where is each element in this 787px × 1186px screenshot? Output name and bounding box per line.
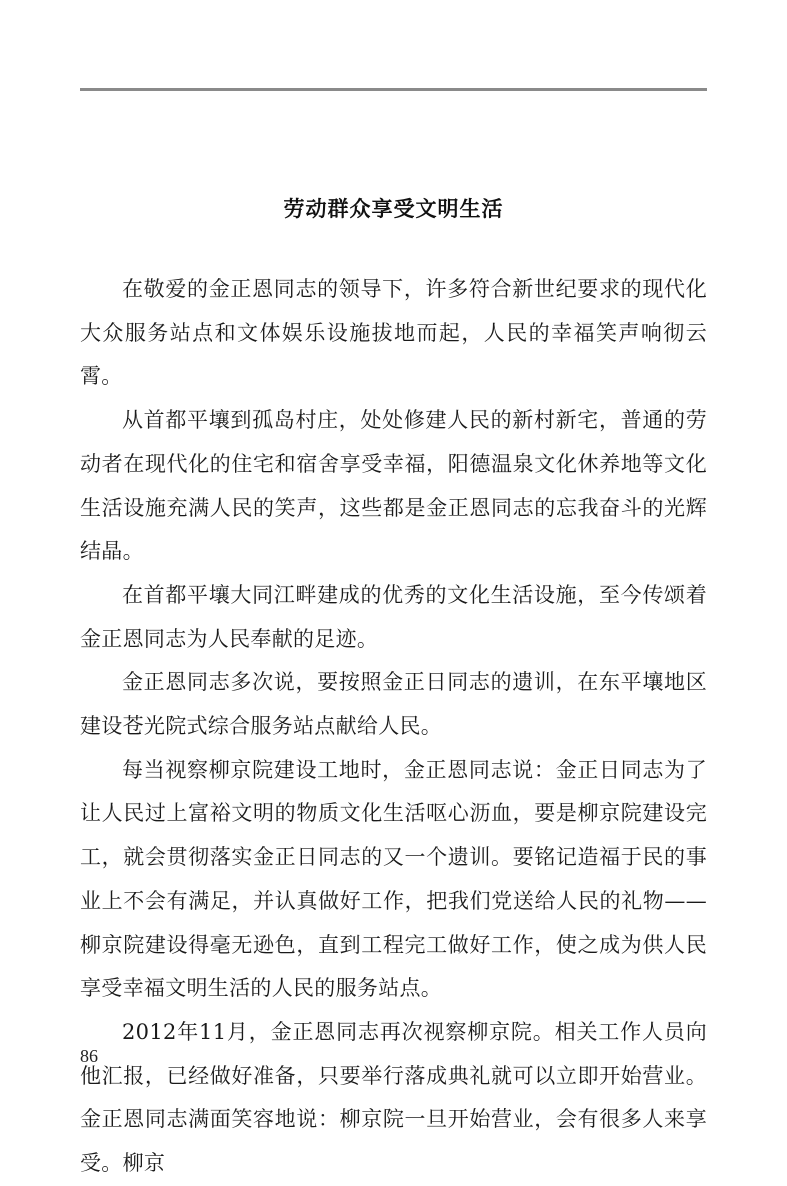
paragraph: 每当视察柳京院建设工地时，金正恩同志说：金正日同志为了让人民过上富裕文明的物质文化生活呕心沥血，要是柳京院建设完工，就会贯彻落实金正日同志的又一个遗训。要铭记造福于民的事业上不会有满足，并认真做好工作，把我们党送给人民的礼物——柳京院建设得毫无逊色，直到工程完工做好工作，使之成为供人民享受幸福文明生活的人民的服务站点。 bbox=[80, 757, 707, 1001]
header-rule bbox=[80, 88, 707, 91]
paragraph: 在首都平壤大同江畔建成的优秀的文化生活设施，至今传颂着金正恩同志为人民奉献的足迹。 bbox=[80, 582, 707, 651]
article-title: 劳动群众享受文明生活 bbox=[283, 197, 504, 221]
paragraph: 从首都平壤到孤岛村庄，处处修建人民的新村新宅，普通的劳动者在现代化的住宅和宿舍享受幸福，阳德温泉文化休养地等文化生活设施充满人民的笑声，这些都是金正恩同志的忘我奋斗的光辉结晶。 bbox=[80, 408, 707, 564]
page-number: 86 bbox=[80, 1046, 98, 1066]
paragraph: 2012年11月，金正恩同志再次视察柳京院。相关工作人员向他汇报，已经做好准备，只要举行落成典礼就可以立即开始营业。金正恩同志满面笑容地说：柳京院一旦开始营业，会有很多人来享受。柳京 bbox=[80, 1019, 707, 1176]
paragraph: 在敬爱的金正恩同志的领导下，许多符合新世纪要求的现代化大众服务站点和文体娱乐设施拔地而起，人民的幸福笑声响彻云霄。 bbox=[80, 277, 707, 389]
paragraph: 金正恩同志多次说，要按照金正日同志的遗训，在东平壤地区建设苍光院式综合服务站点献给人民。 bbox=[80, 670, 707, 739]
article-body bbox=[80, 268, 707, 1186]
